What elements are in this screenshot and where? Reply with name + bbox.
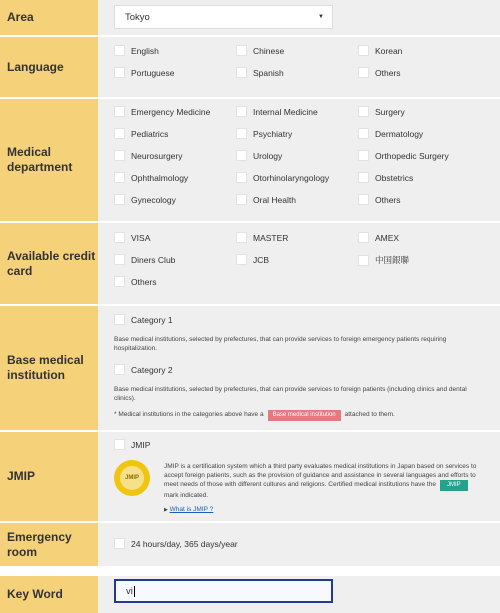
checkbox-chinese[interactable]: Chinese (236, 45, 284, 56)
base-medical-note: * Medical institutions in the categories above have a Base medical institution attached to them. (114, 410, 484, 421)
checkbox-pediatrics[interactable]: Pediatrics (114, 128, 168, 139)
chevron-down-icon: ▼ (318, 14, 324, 20)
category-2-description: Base medical institutions, selected by prefectures, that can provide services to foreign patients (including clinics and dental clinics). (114, 386, 467, 402)
checkbox-korean[interactable]: Korean (358, 45, 402, 56)
checkbox-internal-medicine[interactable]: Internal Medicine (236, 106, 318, 117)
checkbox-portuguese[interactable]: Portuguese (114, 67, 174, 78)
checkbox-category-1[interactable]: Category 1 (114, 314, 173, 325)
checkbox-ophthalmology[interactable]: Ophthalmology (114, 172, 188, 183)
base-medical-row (0, 306, 500, 430)
checkbox-english[interactable]: English (114, 45, 159, 56)
emergency-room-label: Emergency room (0, 523, 98, 566)
checkbox-24-hours[interactable]: 24 hours/day, 365 days/year (114, 538, 238, 549)
emergency-room-row (0, 523, 500, 566)
keyword-input[interactable]: vi (114, 579, 333, 603)
jmip-description: JMIP is a certification system which a third party evaluates medical institutions in Japan based on services to accept foreign patients, such as the provision of guidance and assistance in several languages and efforts to meet needs of those with different cultures and religions. Certified medical institutions have the JMIPmark indicated. (164, 463, 477, 499)
checkbox-visa[interactable]: VISA (114, 232, 150, 243)
checkbox-jcb[interactable]: JCB (236, 254, 269, 265)
area-select-value: Tokyo (125, 11, 150, 23)
checkbox-spanish[interactable]: Spanish (236, 67, 284, 78)
checkbox-category-2[interactable]: Category 2 (114, 364, 173, 375)
base-medical-badge: Base medical institution (268, 410, 341, 421)
language-label: Language (0, 37, 98, 97)
checkbox-gynecology[interactable]: Gynecology (114, 194, 176, 205)
area-row (0, 0, 500, 35)
checkbox-jmip[interactable]: JMIP (114, 439, 150, 450)
keyword-row (0, 576, 500, 613)
medical-department-row (0, 99, 500, 221)
what-is-jmip-link[interactable]: What is JMIP ? (169, 506, 214, 513)
jmip-logo-icon: JMIP (114, 460, 150, 496)
jmip-link-row (164, 505, 500, 515)
jmip-label: JMIP (0, 432, 98, 521)
keyword-label: Key Word (0, 576, 98, 613)
credit-card-label: Available credit card (0, 223, 98, 304)
jmip-badge: JMIP (440, 480, 468, 491)
base-medical-label: Base medical institution (0, 306, 98, 430)
checkbox-urology[interactable]: Urology (236, 150, 282, 161)
category-1-description: Base medical institutions, selected by prefectures, that can provide services to foreign emergency patients requiring hospitalization. (114, 336, 447, 352)
checkbox-obstetrics[interactable]: Obstetrics (358, 172, 413, 183)
checkbox-unionpay[interactable]: 中国銀聯 (358, 254, 409, 266)
checkbox-orthopedic-surgery[interactable]: Orthopedic Surgery (358, 150, 449, 161)
checkbox-dermatology[interactable]: Dermatology (358, 128, 423, 139)
triangle-right-icon: ▶ (164, 507, 168, 513)
checkbox-language-others[interactable]: Others (358, 67, 401, 78)
checkbox-diners-club[interactable]: Diners Club (114, 254, 175, 265)
credit-card-row (0, 223, 500, 304)
area-select[interactable] (114, 5, 333, 29)
checkbox-department-others[interactable]: Others (358, 194, 401, 205)
checkbox-neurosurgery[interactable]: Neurosurgery (114, 150, 183, 161)
checkbox-card-others[interactable]: Others (114, 276, 157, 287)
medical-department-label: Medical department (0, 99, 98, 221)
checkbox-oral-health[interactable]: Oral Health (236, 194, 296, 205)
checkbox-amex[interactable]: AMEX (358, 232, 399, 243)
jmip-row (0, 432, 500, 521)
checkbox-surgery[interactable]: Surgery (358, 106, 405, 117)
language-row (0, 37, 500, 97)
checkbox-emergency-medicine[interactable]: Emergency Medicine (114, 106, 210, 117)
checkbox-otorhinolaryngology[interactable]: Otorhinolaryngology (236, 172, 329, 183)
checkbox-psychiatry[interactable]: Psychiatry (236, 128, 292, 139)
area-label: Area (0, 0, 98, 35)
checkbox-master[interactable]: MASTER (236, 232, 288, 243)
